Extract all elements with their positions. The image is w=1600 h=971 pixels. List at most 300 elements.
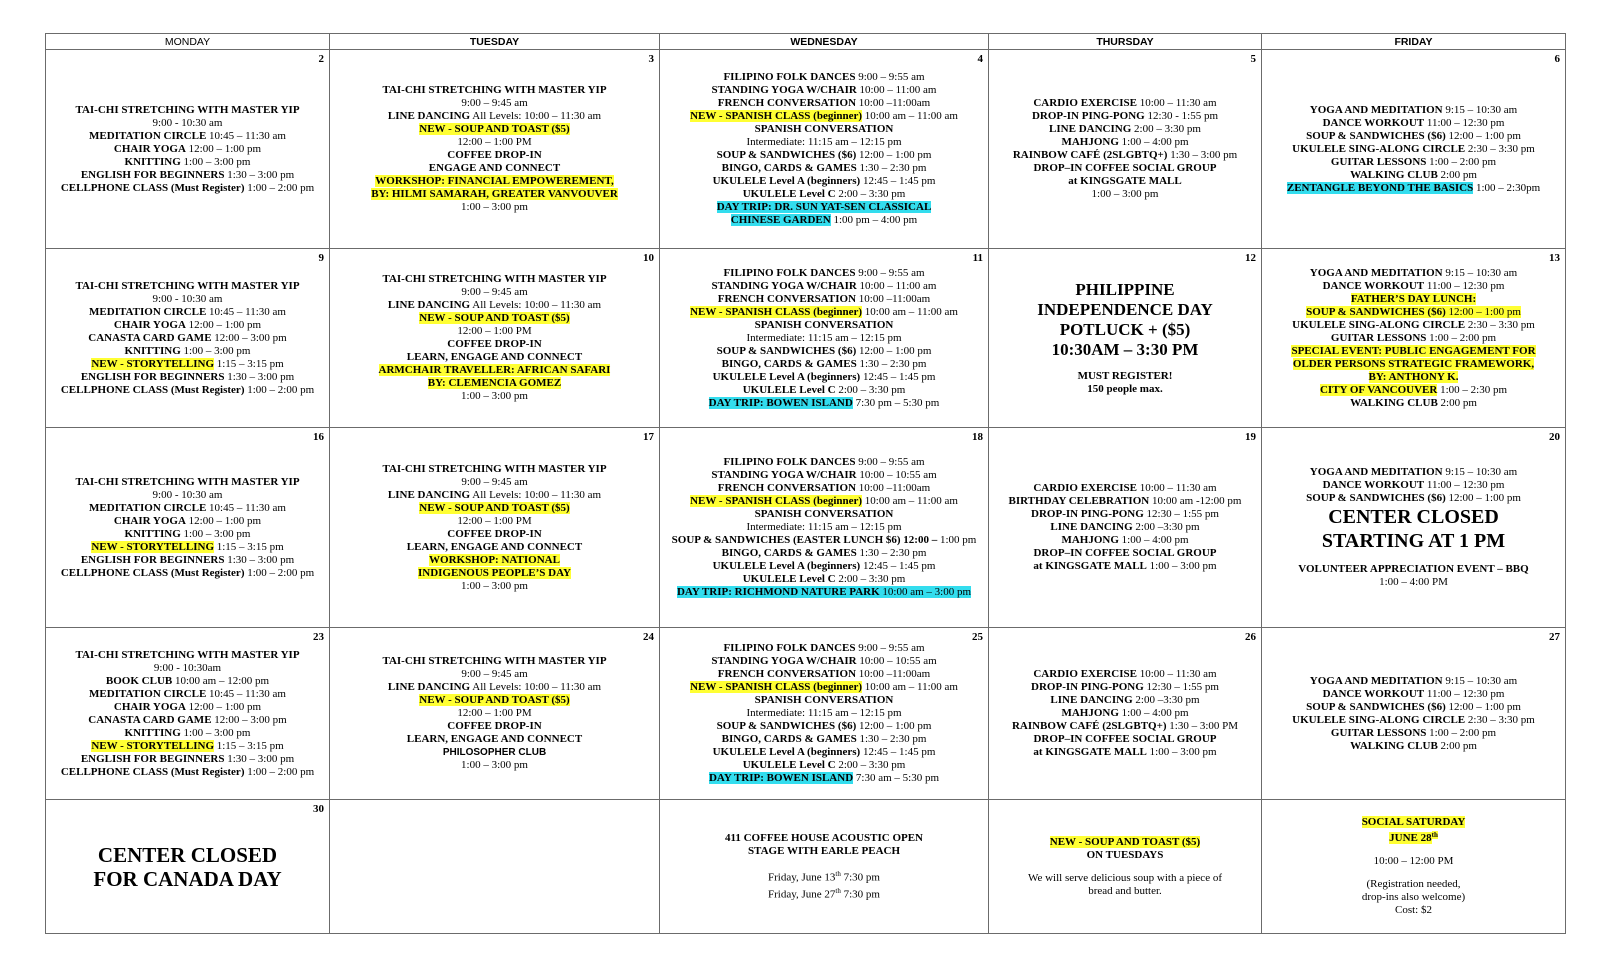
event-detail: 1:00 – 3:00 pm: [180, 527, 251, 540]
event-line: [663, 655, 985, 668]
event-line: [1265, 130, 1562, 143]
event-line: [663, 371, 985, 384]
event-line: [663, 214, 985, 227]
event-line: [992, 534, 1258, 547]
event-line: [49, 567, 326, 580]
event-title: STARTING AT 1 PM: [1321, 530, 1506, 552]
event-title: WALKING CLUB: [1350, 168, 1438, 181]
event-line: [992, 123, 1258, 136]
event-detail: 12:45 – 1:45 pm: [860, 560, 936, 572]
event-detail: 1:00 – 3:00 pm: [180, 726, 251, 739]
event-title: CANASTA CARD GAME: [88, 331, 212, 344]
event-detail: 10:45 – 11:30 am: [206, 129, 286, 142]
event-line: [663, 149, 985, 162]
event-line: [1265, 868, 1562, 878]
event-detail: 1:00 – 2:00 pm: [1426, 155, 1497, 168]
event-title: LINE DANCING: [1050, 694, 1133, 706]
event-line: [49, 714, 326, 727]
event-line: [49, 688, 326, 701]
event-line: [663, 456, 985, 469]
event-title: FOR CANADA DAY: [93, 866, 282, 891]
event-line: [663, 746, 985, 759]
event-line: [663, 201, 985, 214]
event-title: TAI-CHI STRETCHING WITH MASTER YIP: [75, 475, 300, 488]
event-title: ENGLISH FOR BEGINNERS: [80, 752, 225, 765]
event-detail: 9:00 - 10:30 am: [152, 292, 223, 305]
event-line: [663, 759, 985, 772]
event-line: [1265, 117, 1562, 130]
event-line: [663, 319, 985, 332]
event-title: KNITTING: [124, 344, 181, 357]
event-detail: 1:00 – 2:00 pm: [244, 383, 315, 396]
event-detail: 9:15 – 10:30 am: [1442, 266, 1518, 279]
event-title: NEW - SOUP AND TOAST ($5): [1049, 835, 1201, 848]
event-line: [333, 390, 656, 403]
event-detail: 1:00 – 3:00 pm: [180, 344, 251, 357]
event-line: [333, 694, 656, 707]
event-detail: 7:30 am – 5:30 pm: [853, 772, 939, 784]
event-detail: 12:00 – 1:00 pm: [856, 344, 932, 357]
event-title: YOGA AND MEDITATION: [1309, 466, 1443, 478]
day-number: 23: [313, 631, 324, 643]
event-line: [333, 707, 656, 720]
event-title: WALKING CLUB: [1350, 739, 1438, 752]
day-number: 18: [972, 431, 983, 443]
event-title: th: [1431, 830, 1438, 839]
event-line: [1265, 563, 1562, 576]
event-title: ON TUESDAYS: [1086, 848, 1164, 861]
event-line: [663, 469, 985, 482]
event-detail: 1:00 pm: [937, 534, 977, 546]
day-cell: [989, 50, 1262, 249]
event-title: SPANISH CONVERSATION: [754, 318, 894, 331]
event-detail: 7:30 pm – 5:30 pm: [852, 396, 940, 409]
event-detail: 1:00 – 3:00 pm: [1146, 560, 1217, 572]
event-title: DAY TRIP: BOWEN ISLAND: [708, 396, 853, 409]
event-line: [333, 655, 656, 668]
day-number: 27: [1549, 631, 1560, 643]
event-title: BINGO, CARDS & GAMES: [721, 357, 857, 370]
event-detail: 12:00 – 1:00 PM: [457, 514, 532, 527]
event-title: SOCIAL SATURDAY: [1361, 815, 1466, 828]
event-title: STANDING YOGA W/CHAIR: [711, 84, 857, 96]
event-title: CARDIO EXERCISE: [1033, 482, 1137, 494]
event-line: [992, 746, 1258, 759]
event-line: [49, 332, 326, 345]
event-detail: 2:00 – 3:30 pm: [1131, 123, 1201, 135]
event-line: [49, 541, 326, 554]
event-line: [49, 130, 326, 143]
event-detail: 2:00 – 3:30 pm: [835, 383, 906, 396]
event-line: [1265, 169, 1562, 182]
event-line: [49, 117, 326, 130]
event-line: [663, 733, 985, 746]
event-detail: 9:00 – 9:45 am: [461, 668, 528, 680]
event-line: [333, 286, 656, 299]
event-title: INDIGENOUS PEOPLE’S DAY: [417, 566, 571, 579]
event-title: DAY TRIP: RICHMOND NATURE PARK: [676, 586, 880, 598]
day-number: 17: [643, 431, 654, 443]
day-cell: [660, 800, 989, 934]
event-line: [333, 681, 656, 694]
event-line: [992, 340, 1258, 360]
event-line: [1265, 319, 1562, 332]
event-title: NEW - STORYTELLING: [91, 540, 214, 553]
event-detail: 10:45 – 11:30 am: [206, 501, 286, 514]
event-title: ENGLISH FOR BEGINNERS: [80, 168, 225, 181]
weekday-header-friday: FRIDAY: [1262, 34, 1566, 50]
event-line: [663, 280, 985, 293]
day-number: 19: [1245, 431, 1256, 443]
event-detail: 11:00 – 12:30 pm: [1424, 687, 1505, 700]
week-row: [46, 249, 1566, 428]
event-line: [663, 293, 985, 306]
event-title: SOUP & SANDWICHES ($6): [716, 149, 857, 161]
event-detail: 10:00 am – 11:00 am: [862, 495, 958, 507]
event-line: [49, 476, 326, 489]
event-title: CELLPHONE CLASS (Must Register): [60, 566, 245, 579]
event-line: [333, 489, 656, 502]
event-detail: 1:00 – 3:00 pm: [461, 579, 528, 592]
event-detail: 12:00 – 1:00 pm: [185, 142, 262, 155]
event-line: [49, 169, 326, 182]
day-cell: [989, 628, 1262, 800]
event-title: MEDITATION CIRCLE: [89, 687, 207, 700]
event-detail: 2:00 pm: [1437, 168, 1477, 181]
event-detail: 9:15 – 10:30 am: [1442, 103, 1518, 116]
event-title: FRENCH CONVERSATION: [717, 292, 857, 305]
event-detail: 1:00 pm – 4:00 pm: [830, 214, 918, 226]
event-line: [333, 720, 656, 733]
event-detail: Intermediate: 11:15 am – 12:15 pm: [746, 331, 902, 344]
event-line: [1265, 688, 1562, 701]
event-detail: 10:00 am – 11:00 am: [862, 681, 958, 693]
event-title: NEW - SPANISH CLASS (beginner): [690, 110, 863, 122]
event-line: [333, 312, 656, 325]
day-cell: [1262, 428, 1566, 628]
event-line: [663, 136, 985, 149]
event-line: [663, 560, 985, 573]
day-cell: [46, 249, 330, 428]
event-title: SOUP & SANDWICHES ($6): [1306, 700, 1446, 713]
event-detail: 2:00 – 3:30 pm: [835, 188, 906, 200]
event-detail: 1:00 – 3:00 pm: [461, 201, 528, 213]
event-line: [333, 84, 656, 97]
event-line: [992, 110, 1258, 123]
event-line: [333, 668, 656, 681]
event-line: [49, 515, 326, 528]
event-detail: 1:00 – 3:00 pm: [461, 390, 528, 402]
event-title: MAHJONG: [1061, 534, 1119, 546]
event-line: [663, 162, 985, 175]
event-title: TAI-CHI STRETCHING WITH MASTER YIP: [75, 103, 300, 116]
day-cell: [330, 628, 660, 800]
event-detail: 10:00 –11:00am: [856, 482, 931, 494]
event-detail: 2:00 –3:30 pm: [1132, 694, 1200, 706]
day-number: 6: [1554, 53, 1560, 65]
day-number: 24: [643, 631, 654, 643]
event-title: COFFEE DROP-IN: [447, 720, 542, 732]
event-detail: drop-ins also welcome): [1361, 891, 1466, 904]
event-detail: 10:45 – 11:30 am: [206, 305, 286, 318]
event-line: [1265, 727, 1562, 740]
event-title: SOUP & SANDWICHES ($6): [716, 344, 857, 357]
event-detail: 10:00 – 12:00 PM: [1373, 855, 1454, 868]
event-title: FILIPINO FOLK DANCES: [723, 266, 856, 279]
event-detail: Intermediate: 11:15 am – 12:15 pm: [746, 707, 902, 719]
event-line: [49, 489, 326, 502]
event-title: CHAIR YOGA: [113, 142, 186, 155]
event-title: STANDING YOGA W/CHAIR: [711, 655, 857, 667]
event-detail: 12:30 - 1:55 pm: [1144, 110, 1219, 122]
day-cell: [660, 50, 989, 249]
event-line: [1265, 371, 1562, 384]
event-detail: 9:00 – 9:45 am: [461, 97, 528, 109]
event-line: [663, 845, 985, 858]
day-number: 11: [972, 252, 983, 264]
day-number: 2: [318, 53, 324, 65]
event-title: PHILOSOPHER CLUB: [442, 747, 547, 758]
event-title: MAHJONG: [1061, 707, 1119, 719]
event-line: [992, 495, 1258, 508]
event-line: [333, 746, 656, 759]
event-detail: 2:30 – 3:30 pm: [1465, 142, 1535, 155]
event-line: [1265, 878, 1562, 891]
event-line: [663, 707, 985, 720]
event-line: [1265, 891, 1562, 904]
weekday-header-row: [46, 34, 1566, 50]
event-detail: 10:00 –11:00am: [856, 668, 931, 680]
event-line: [1265, 397, 1562, 410]
event-line: [333, 502, 656, 515]
event-detail: 12:00 – 1:00 PM: [457, 136, 532, 148]
event-detail: 9:15 – 10:30 am: [1442, 674, 1518, 687]
day-cell: [660, 428, 989, 628]
event-title: SPANISH CONVERSATION: [754, 694, 894, 706]
event-title: GUITAR LESSONS: [1330, 331, 1427, 344]
event-line: [49, 280, 326, 293]
event-title: CITY OF VANCOUVER: [1319, 383, 1438, 396]
event-line: [49, 867, 326, 891]
event-line: [992, 175, 1258, 188]
event-line: [992, 521, 1258, 534]
event-detail: 1:00 – 2:00 pm: [1426, 331, 1497, 344]
event-line: [992, 560, 1258, 573]
event-detail: 1:00 – 3:00 pm: [1091, 188, 1159, 200]
event-title: POTLUCK + ($5): [1059, 320, 1191, 339]
event-detail: 11:00 – 12:30 pm: [1424, 479, 1505, 491]
event-title: NEW - STORYTELLING: [91, 357, 214, 370]
event-detail: 1:30 – 3:00 pm: [224, 553, 295, 566]
event-title: LINE DANCING: [1050, 521, 1133, 533]
event-line: [992, 836, 1258, 849]
event-line: [992, 280, 1258, 300]
event-detail: 2:30 – 3:30 pm: [1465, 713, 1535, 726]
event-title: BINGO, CARDS & GAMES: [721, 547, 857, 559]
event-title: JUNE 28: [1389, 832, 1432, 845]
event-detail: 1:15 – 3:15 pm: [214, 540, 284, 553]
event-line: [333, 567, 656, 580]
event-detail: 1:15 – 3:15 pm: [214, 357, 284, 370]
event-line: [663, 306, 985, 319]
event-line: [663, 482, 985, 495]
event-line: [992, 508, 1258, 521]
day-cell: [330, 428, 660, 628]
event-detail: 1:00 – 2:00 pm: [244, 765, 315, 778]
event-title: UKULELE Level C: [742, 188, 836, 200]
event-title: TAI-CHI STRETCHING WITH MASTER YIP: [382, 273, 607, 285]
event-detail: All Levels: 10:00 – 11:30 am: [470, 681, 602, 693]
event-line: [333, 338, 656, 351]
event-line: [992, 668, 1258, 681]
event-title: at KINGSGATE MALL: [1033, 746, 1147, 758]
event-line: [333, 123, 656, 136]
event-detail: 2:00 – 3:30 pm: [835, 759, 906, 771]
event-title: NEW - SOUP AND TOAST ($5): [419, 694, 570, 706]
day-number: 26: [1245, 631, 1256, 643]
event-line: [49, 371, 326, 384]
event-title: CELLPHONE CLASS (Must Register): [60, 765, 245, 778]
day-number: 5: [1250, 53, 1256, 65]
calendar-grid: [45, 33, 1566, 934]
event-detail: 1:30 – 3:00 PM: [1166, 720, 1239, 732]
event-detail: bread and butter.: [1088, 884, 1162, 897]
event-line: [663, 772, 985, 785]
event-detail: 10:00 – 11:30 am: [1136, 482, 1217, 494]
event-title: STANDING YOGA W/CHAIR: [711, 469, 857, 481]
event-detail: th: [835, 869, 841, 878]
event-detail: 1:00 – 4:00 pm: [1118, 136, 1189, 148]
event-line: [992, 188, 1258, 201]
event-title: KNITTING: [124, 155, 181, 168]
event-line: [992, 694, 1258, 707]
day-number: 10: [643, 252, 654, 264]
event-line: [49, 306, 326, 319]
event-detail: 9:00 – 9:45 am: [461, 475, 528, 488]
event-title: BY: ANTHONY K.: [1368, 370, 1459, 383]
event-line: [992, 370, 1258, 383]
event-line: [49, 502, 326, 515]
event-line: [49, 701, 326, 714]
event-line: [663, 84, 985, 97]
event-detail: 10:00 – 10:55 am: [856, 655, 937, 667]
event-title: FILIPINO FOLK DANCES: [723, 642, 856, 654]
day-cell: [660, 628, 989, 800]
weekday-header-tuesday: TUESDAY: [330, 34, 660, 50]
event-title: UKULELE Level C: [742, 383, 836, 396]
event-title: TAI-CHI STRETCHING WITH MASTER YIP: [382, 84, 607, 96]
event-detail: 1:30 – 2:30 pm: [856, 162, 927, 174]
event-line: [333, 201, 656, 214]
event-line: [333, 162, 656, 175]
event-line: [333, 299, 656, 312]
event-line: [1265, 479, 1562, 492]
event-line: [333, 554, 656, 567]
event-title: 10:30AM – 3:30 PM: [1051, 340, 1199, 359]
event-detail: 9:00 - 10:30am: [153, 661, 222, 674]
event-title: PHILIPPINE: [1075, 280, 1175, 299]
event-line: [1265, 384, 1562, 397]
event-title: UKULELE Level A (beginners): [712, 746, 861, 758]
event-title: COFFEE DROP-IN: [447, 338, 542, 350]
event-line: [1265, 740, 1562, 753]
event-title: VOLUNTEER APPRECIATION EVENT – BBQ: [1298, 563, 1529, 575]
event-title: MAHJONG: [1061, 136, 1119, 148]
event-line: [1265, 345, 1562, 358]
event-line: [663, 345, 985, 358]
event-line: [49, 649, 326, 662]
event-title: UKULELE Level A (beginners): [712, 370, 861, 383]
event-line: [1265, 492, 1562, 505]
event-title: NEW - SOUP AND TOAST ($5): [419, 312, 570, 324]
event-detail: 12:00 – 1:00 pm: [185, 514, 262, 527]
event-title: ARMCHAIR TRAVELLER: AFRICAN SAFARI: [378, 364, 611, 376]
day-number: 12: [1245, 252, 1256, 264]
event-title: SOUP & SANDWICHES ($6): [716, 720, 857, 732]
event-line: [663, 573, 985, 586]
event-title: CHAIR YOGA: [113, 318, 186, 331]
event-line: [1265, 904, 1562, 917]
event-line: [992, 862, 1258, 872]
day-cell: [330, 800, 660, 934]
event-title: OLDER PERSONS STRATEGIC FRAMEWORK,: [1292, 357, 1535, 370]
event-title: YOGA AND MEDITATION: [1309, 266, 1443, 279]
event-title: DROP–IN COFFEE SOCIAL GROUP: [1033, 547, 1217, 559]
event-title: SOUP & SANDWICHES ($6): [1306, 305, 1446, 318]
event-title: TAI-CHI STRETCHING WITH MASTER YIP: [382, 655, 607, 667]
event-line: [663, 508, 985, 521]
event-line: [333, 463, 656, 476]
event-line: [1265, 855, 1562, 868]
event-detail: All Levels: 10:00 – 11:30 am: [470, 110, 602, 122]
event-detail: 2:00 pm: [1437, 739, 1477, 752]
event-line: [663, 858, 985, 868]
event-detail: 12:00 – 1:00 pm: [856, 720, 932, 732]
event-line: [333, 364, 656, 377]
event-line: [663, 694, 985, 707]
event-detail: 9:00 - 10:30 am: [152, 488, 223, 501]
event-line: [333, 541, 656, 554]
day-cell: [989, 249, 1262, 428]
event-title: STAGE WITH EARLE PEACH: [747, 844, 901, 857]
event-line: [333, 136, 656, 149]
event-line: [333, 759, 656, 772]
event-title: UKULELE SING-ALONG CIRCLE: [1292, 713, 1466, 726]
event-title: YOGA AND MEDITATION: [1309, 103, 1443, 116]
event-detail: Intermediate: 11:15 am – 12:15 pm: [746, 136, 902, 148]
event-line: [333, 476, 656, 489]
event-line: [992, 149, 1258, 162]
event-title: NEW - STORYTELLING: [91, 739, 214, 752]
event-line: [663, 681, 985, 694]
event-title: UKULELE SING-ALONG CIRCLE: [1292, 142, 1466, 155]
event-title: TAI-CHI STRETCHING WITH MASTER YIP: [382, 462, 607, 475]
event-line: [49, 740, 326, 753]
event-detail: 10:00 – 10:55 am: [856, 469, 937, 481]
event-title: CARDIO EXERCISE: [1033, 668, 1137, 680]
event-line: [992, 707, 1258, 720]
weekday-header-thursday: THURSDAY: [989, 34, 1262, 50]
event-title: GUITAR LESSONS: [1330, 155, 1427, 168]
event-detail: 12:00 – 1:00 pm: [1445, 129, 1521, 142]
event-line: [1265, 182, 1562, 195]
event-detail: Friday, June 27: [768, 888, 836, 901]
event-line: [992, 360, 1258, 370]
event-title: TAI-CHI STRETCHING WITH MASTER YIP: [75, 648, 300, 661]
day-number: 25: [972, 631, 983, 643]
event-detail: 7:30 pm: [840, 888, 880, 901]
event-line: [49, 662, 326, 675]
